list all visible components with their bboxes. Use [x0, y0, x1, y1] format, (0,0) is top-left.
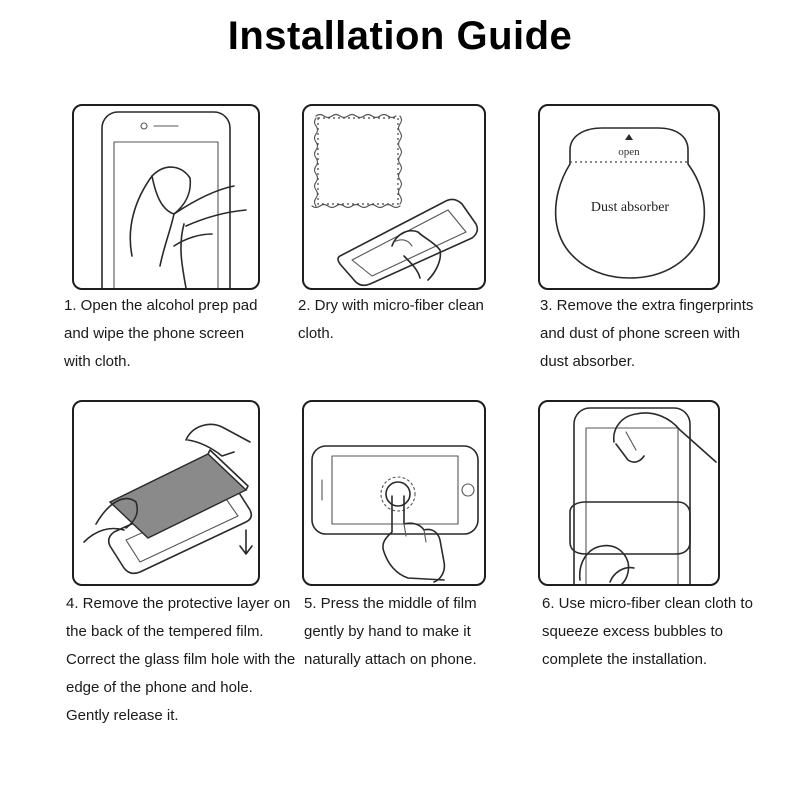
absorber-label: Dust absorber: [590, 200, 670, 215]
step-1-text: 1. Open the alcohol prep pad and wipe the phone screen with cloth.: [64, 297, 258, 370]
press-finger-icon: [304, 402, 484, 584]
step-3-illustration: [538, 104, 720, 290]
step-1-illustration: [72, 104, 260, 290]
step-4-illustration: [72, 400, 260, 586]
step-6-illustration: [538, 400, 720, 586]
step-3-text: 3. Remove the extra fingerprints and dust of phone screen with dust absorber.: [540, 297, 754, 370]
step-4-text: 4. Remove the protective layer on the back of the tempered film. Correct the glass film hole with the edge of the phone and hole. Gently release it.: [66, 595, 296, 724]
squeeze-bubbles-icon: [540, 402, 718, 584]
dust-absorber-icon: [540, 106, 718, 288]
step-2-text: 2. Dry with micro-fiber clean cloth.: [298, 297, 484, 342]
page-title: Installation Guide: [227, 14, 573, 58]
step-2-illustration: [302, 104, 486, 290]
step-5-illustration: [302, 400, 486, 586]
step-6-text: 6. Use micro-fiber clean cloth to squeeze excess bubbles to complete the installation.: [542, 595, 753, 668]
microfiber-cloth-icon: [304, 106, 484, 288]
step-5-text: 5. Press the middle of film gently by hand to make it naturally attach on phone.: [304, 595, 477, 668]
wipe-screen-icon: [74, 106, 258, 288]
apply-film-icon: [74, 402, 258, 584]
absorber-open-label: open: [618, 146, 640, 158]
